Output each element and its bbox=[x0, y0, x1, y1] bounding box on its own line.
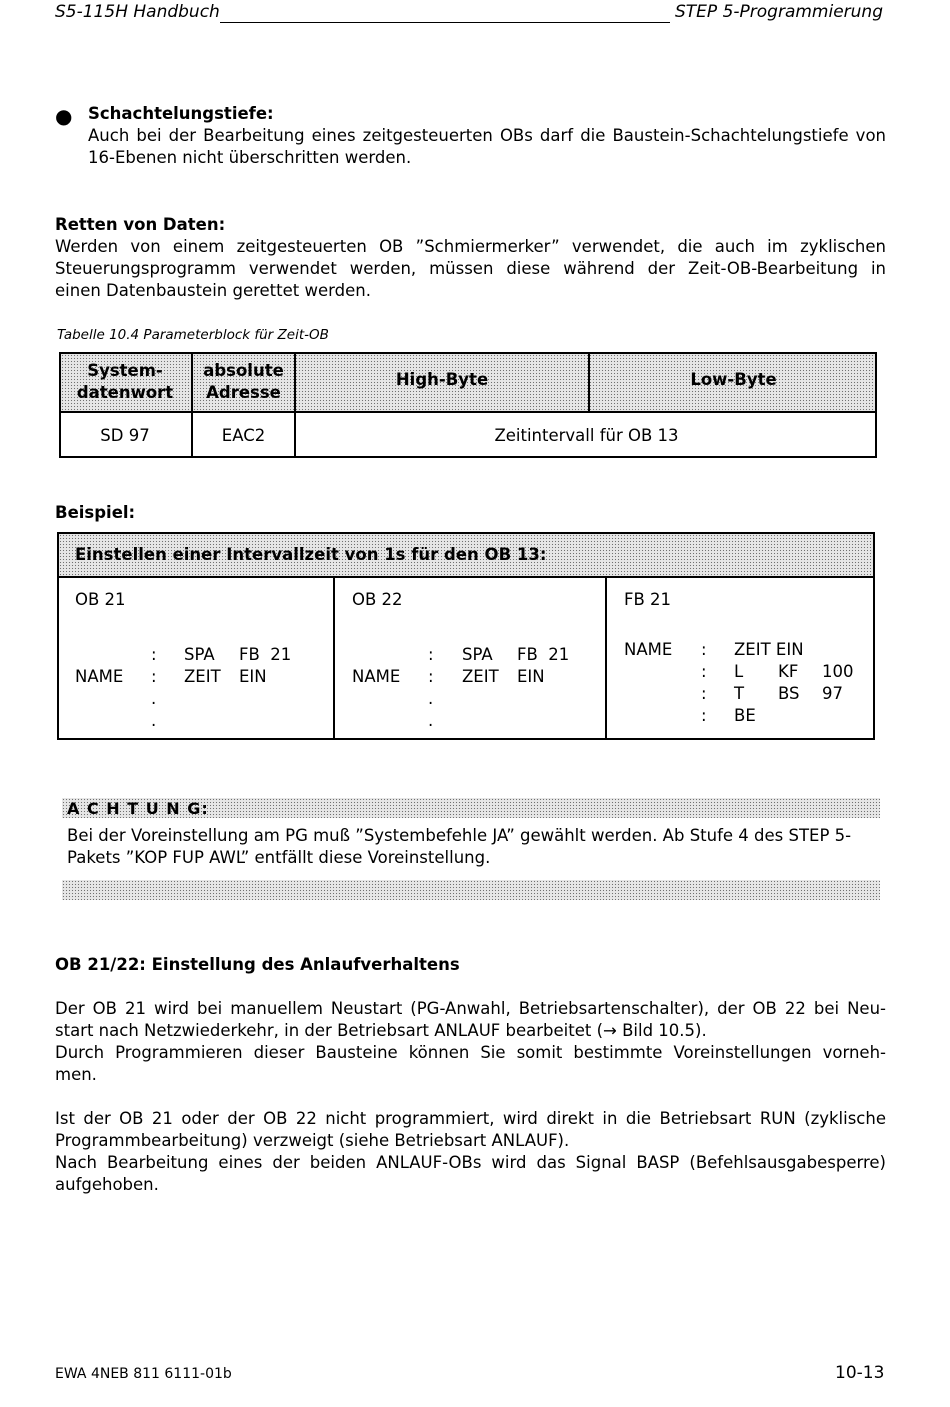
section-p2-line-1: Ist der OB 21 oder der OB 22 nicht programmiert, wird direkt in die Betriebsart RUN (zyklische bbox=[55, 1109, 886, 1128]
example-divider bbox=[333, 576, 335, 740]
ob21-dot: . bbox=[151, 711, 157, 730]
header-text: System- bbox=[87, 361, 163, 380]
cell-system-data-word: SD 97 bbox=[100, 426, 150, 445]
header-absolute-address bbox=[193, 360, 294, 404]
fb21-op: L bbox=[734, 662, 744, 681]
table-caption: Tabelle 10.4 Parameterblock für Zeit-OB bbox=[57, 327, 329, 343]
example-banner-text: Einstellen einer Intervallzeit von 1s für den OB 13: bbox=[75, 545, 547, 564]
header-system-data-word bbox=[59, 360, 191, 404]
ob21-colon: : bbox=[151, 667, 157, 686]
section-p2-line-3: Nach Bearbeitung eines der beiden ANLAUF-OBs wird das Signal BASP (Befehlsausgabesperre) bbox=[55, 1153, 886, 1172]
footer-doc-id: EWA 4NEB 811 6111-01b bbox=[55, 1366, 232, 1382]
warning-title: A C H T U N G: bbox=[67, 799, 209, 818]
fb21-value: 97 bbox=[822, 684, 843, 703]
fb21-colon: : bbox=[701, 640, 707, 659]
example-title: Beispiel: bbox=[55, 503, 136, 522]
page-number: 10-13 bbox=[835, 1363, 885, 1383]
save-data-line-1: Werden von einem zeitgesteuerten OB ”Schmiermerker” verwendet, die auch im zyklischen bbox=[55, 237, 886, 256]
ob21-op: SPA bbox=[184, 645, 215, 664]
ob22-label: NAME bbox=[352, 667, 401, 686]
ob21-dot: . bbox=[151, 689, 157, 708]
fb21-type: BS bbox=[778, 684, 800, 703]
header-text: absolute bbox=[203, 361, 284, 380]
save-data-line-3: einen Datenbaustein gerettet werden. bbox=[55, 281, 371, 300]
ob21-colon: : bbox=[151, 645, 157, 664]
section-p1-line-2: start nach Netzwiederkehr, in der Betriebsart ANLAUF bearbeitet (→ Bild 10.5). bbox=[55, 1021, 707, 1040]
fb21-op: ZEIT EIN bbox=[734, 640, 804, 659]
ob21-arg: EIN bbox=[239, 667, 267, 686]
header-rule bbox=[220, 22, 670, 23]
ob22-op: SPA bbox=[462, 645, 493, 664]
header-low-byte: Low-Byte bbox=[690, 370, 777, 389]
example-divider bbox=[605, 576, 607, 740]
fb21-label: NAME bbox=[624, 640, 673, 659]
section-p1-line-1: Der OB 21 wird bei manuellem Neustart (PG-Anwahl, Betriebsartenschalter), der OB 22 bei Neu- bbox=[55, 999, 886, 1018]
nesting-line-2: 16-Ebenen nicht überschritten werden. bbox=[88, 148, 412, 167]
save-data-title: Retten von Daten: bbox=[55, 215, 226, 234]
ob22-arg: EIN bbox=[517, 667, 545, 686]
example-box bbox=[57, 532, 875, 740]
save-data-line-2: Steuerungsprogramm verwendet werden, müssen diese während der Zeit-OB-Bearbeitung in bbox=[55, 259, 886, 278]
section-p1-line-3: Durch Programmieren dieser Bausteine können Sie somit bestimmte Voreinstellungen vorneh- bbox=[55, 1043, 886, 1062]
ob22-arg: FB 21 bbox=[517, 645, 570, 664]
fb21-op: T bbox=[734, 684, 745, 703]
fb21-op: BE bbox=[734, 706, 756, 725]
warning-bar-bottom bbox=[62, 880, 880, 900]
nesting-line-1: Auch bei der Bearbeitung eines zeitgesteuerten OBs darf die Baustein-Schachtelungstiefe von bbox=[88, 126, 886, 145]
ob22-title: OB 22 bbox=[352, 590, 403, 609]
header-text: Adresse bbox=[206, 383, 281, 402]
bullet-icon: ● bbox=[55, 104, 73, 128]
header-high-byte: High-Byte bbox=[395, 370, 489, 389]
fb21-colon: : bbox=[701, 684, 707, 703]
fb21-value: 100 bbox=[822, 662, 854, 681]
fb21-colon: : bbox=[701, 706, 707, 725]
nesting-title: Schachtelungstiefe: bbox=[88, 104, 274, 123]
warning-line-2: Pakets ”KOP FUP AWL” entfällt diese Voreinstellung. bbox=[67, 848, 491, 867]
header-title: S5-115H Handbuch bbox=[55, 2, 220, 22]
header-chapter: STEP 5-Programmierung bbox=[675, 2, 883, 22]
fb21-title: FB 21 bbox=[624, 590, 672, 609]
ob21-arg: FB 21 bbox=[239, 645, 292, 664]
cell-absolute-address: EAC2 bbox=[221, 426, 266, 445]
fb21-type: KF bbox=[778, 662, 799, 681]
parameter-table bbox=[59, 352, 877, 458]
header-text: datenwort bbox=[76, 383, 174, 402]
ob21-title: OB 21 bbox=[75, 590, 126, 609]
fb21-colon: : bbox=[701, 662, 707, 681]
ob22-colon: : bbox=[428, 667, 434, 686]
cell-time-interval: Zeitintervall für OB 13 bbox=[494, 426, 679, 445]
ob21-label: NAME bbox=[75, 667, 124, 686]
section-p1-line-4: men. bbox=[55, 1065, 97, 1084]
section-p2-line-4: aufgehoben. bbox=[55, 1175, 159, 1194]
section-title: OB 21/22: Einstellung des Anlaufverhaltens bbox=[55, 955, 460, 974]
ob22-dot: . bbox=[428, 689, 434, 708]
ob22-colon: : bbox=[428, 645, 434, 664]
section-p2-line-2: Programmbearbeitung) verzweigt (siehe Betriebsart ANLAUF). bbox=[55, 1131, 570, 1150]
ob22-dot: . bbox=[428, 711, 434, 730]
ob21-op: ZEIT bbox=[184, 667, 221, 686]
ob22-op: ZEIT bbox=[462, 667, 499, 686]
warning-line-1: Bei der Voreinstellung am PG muß ”Systembefehle JA” gewählt werden. Ab Stufe 4 des STEP 5- bbox=[67, 826, 852, 845]
